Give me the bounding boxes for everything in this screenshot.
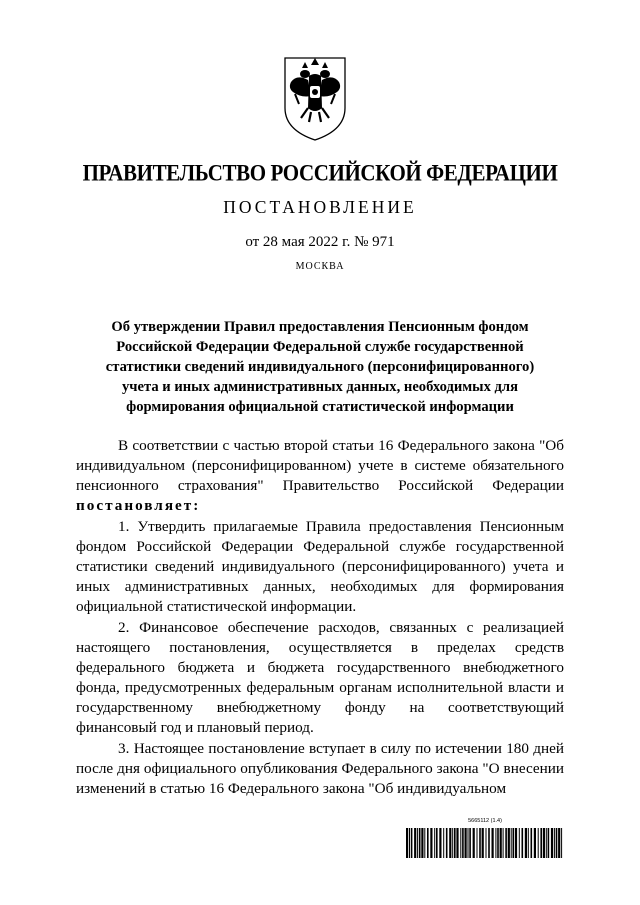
barcode-block: [406, 817, 564, 859]
barcode-number: 5665112 (1.4): [468, 818, 502, 824]
item-3-paragraph: 3. Настоящее постановление вступает в силу по истечении 180 дней после дня официального опубликования Федерального закона "О внесении изменений в статью 16 Федерального закона "Об индивидуальном: [76, 740, 564, 797]
preamble-text: В соответствии с частью второй статьи 16 Федерального закона "Об индивидуальном (персонифицированном) учете в системе обязательного пенсионного страхования" Правительство Российской Федерации: [76, 437, 564, 494]
preamble-paragraph: [76, 436, 564, 516]
resolves-text: постановляет:: [76, 497, 201, 514]
document-type: ПОСТАНОВЛЕНИЕ: [223, 197, 417, 217]
document-subject: Об утверждении Правил предоставления Пенсионным фондом Российской Федерации Федеральной службе государственной статистики сведений индивидуального (персонифицированного) учета и иных административных данных, необходимых для формирования официальной статистической информации: [105, 319, 535, 415]
government-title: ПРАВИТЕЛЬСТВО РОССИЙСКОЙ ФЕДЕРАЦИИ: [82, 160, 558, 186]
barcode-icon: [406, 828, 564, 858]
item-2-paragraph: 2. Финансовое обеспечение расходов, связанных с реализацией настоящего постановления, осуществляется в пределах средств федерального бюджета и бюджета государственного внебюджетного фонда, предусмотренных федеральным органам исполнительной власти и государственному внебюджетному фонду на соответствующий финансовый год и плановый период.: [76, 619, 564, 736]
city: МОСКВА: [295, 261, 345, 272]
russian-coat-of-arms-icon: [275, 52, 355, 142]
document-body: [76, 436, 564, 800]
date-number: от 28 мая 2022 г. № 971: [245, 234, 395, 250]
item-1-paragraph: 1. Утвердить прилагаемые Правила предоставления Пенсионным фондом Российской Федерации Федеральной службе государственной статистики сведений индивидуального (персонифицированного) учета и иных административных данных, необходимых для формирования официальной статистической информации.: [76, 518, 564, 615]
